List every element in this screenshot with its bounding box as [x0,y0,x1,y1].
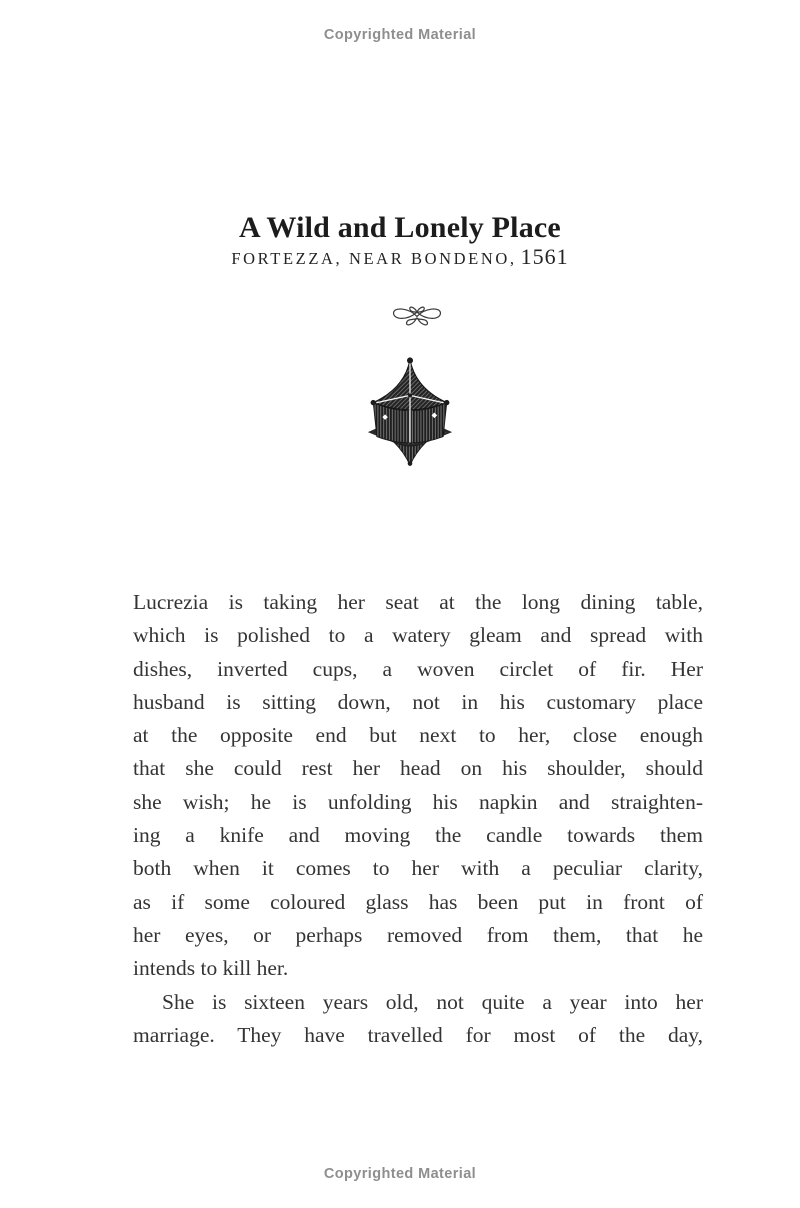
body-line: that she could rest her head on his shoulder, should [133,756,703,781]
body-line: husband is sitting down, not in his customary place [133,689,703,714]
chapter-subtitle-year: 1561 [520,244,569,269]
chapter-title: A Wild and Lonely Place [239,211,561,245]
body-line: her eyes, or perhaps removed from them, that he [133,922,703,947]
calligraphic-flourish-icon [387,300,447,334]
chapter-subtitle [0,244,800,270]
body-line: at the opposite end but next to her, close enough [133,723,703,748]
body-line: both when it comes to her with a peculiar clarity, [133,856,703,881]
body-line: Lucrezia is taking her seat at the long dining table, [133,590,703,614]
body-line: as if some coloured glass has been put in front of [133,889,703,914]
body-line: marriage. They have travelled for most of the day, [133,1022,703,1047]
body-line-paragraph-end: intends to kill her. [133,956,289,981]
body-line: dishes, inverted cups, a woven circlet of fir. Her [133,656,703,681]
body-line: which is polished to a watery gleam and spread with [133,623,703,648]
copyright-notice-bottom: Copyrighted Material [323,1166,477,1182]
body-line: she wish; he is unfolding his napkin and straighten- [133,789,703,814]
body-text [133,586,703,1052]
body-line: ing a knife and moving the candle towards them [133,823,703,848]
body-line-paragraph-start: She is sixteen years old, not quite a year into her [162,989,703,1014]
copyright-notice-top: Copyrighted Material [323,27,477,43]
chapter-subtitle-location: FORTEZZA, NEAR BONDENO, [231,249,517,268]
engraved-gem-emblem-icon [364,356,456,468]
